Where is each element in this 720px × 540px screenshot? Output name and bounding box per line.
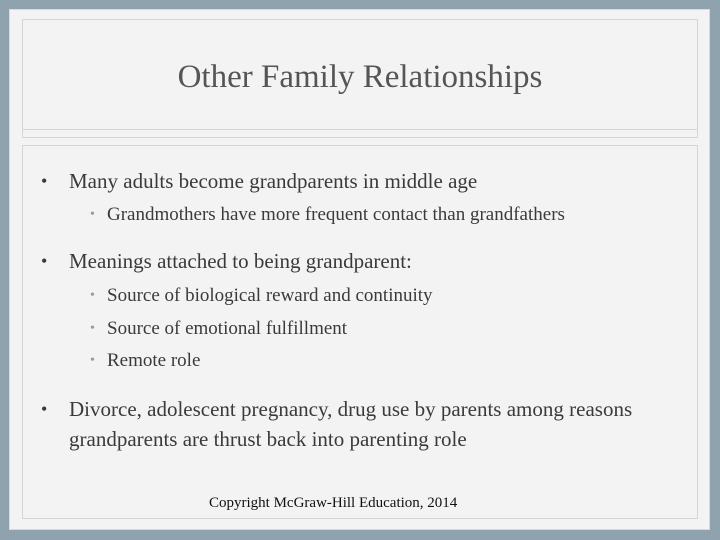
sub-bullet-text: Remote role (107, 350, 201, 371)
bullet-text: Meanings attached to being grandparent: (69, 249, 412, 273)
slide (9, 9, 710, 530)
title-placeholder (22, 19, 698, 138)
slide-title: Other Family Relationships (177, 59, 543, 95)
bullet-text: Divorce, adolescent pregnancy, drug use by parents among reasons grandparents are thrust back into parenting role (69, 397, 633, 451)
sub-bullet-icon: • (90, 353, 95, 368)
sub-bullet-text: Source of emotional fulfillment (107, 318, 348, 339)
sub-bullet-item (90, 347, 687, 375)
sub-bullet-icon: • (90, 288, 95, 303)
sub-bullet-icon: • (90, 321, 95, 336)
sub-bullet-item (90, 201, 687, 229)
bullet-item (41, 394, 679, 454)
bullet-icon: • (41, 251, 48, 271)
sub-bullet-item (90, 315, 687, 343)
content-placeholder (22, 145, 698, 519)
bullet-icon: • (41, 171, 48, 191)
sub-bullet-text: Source of biological reward and continuity (107, 285, 433, 306)
copyright-footer: Copyright McGraw-Hill Education, 2014 (209, 495, 458, 511)
bullet-icon: • (41, 399, 48, 419)
title-divider (22, 129, 698, 130)
bullet-item (41, 166, 679, 196)
sub-bullet-item (90, 282, 687, 310)
sub-bullet-text: Grandmothers have more frequent contact than grandfathers (107, 204, 565, 225)
bullet-item (41, 246, 679, 276)
sub-bullet-icon: • (90, 207, 95, 222)
bullet-text: Many adults become grandparents in middle age (69, 169, 478, 193)
